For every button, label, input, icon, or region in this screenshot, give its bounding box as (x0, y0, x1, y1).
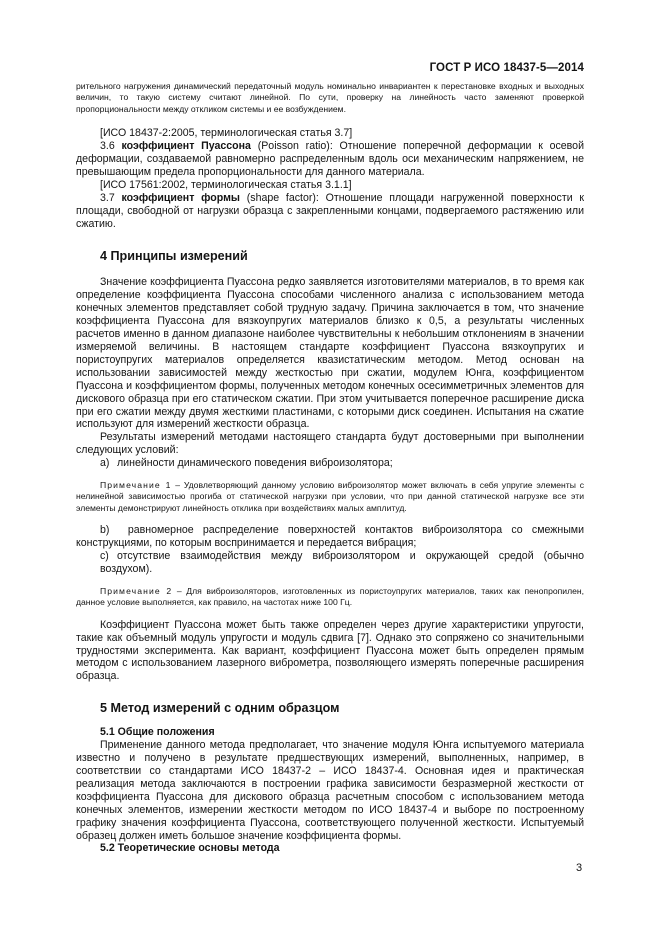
condition-item-b (76, 524, 584, 550)
subsection-5-1-paragraph: Применение данного метода предполагает, что значение модуля Юнга испытуемого материала известно и получено в результате предшествующих измерений, выполненных, например, в соответствии со стандартами ИСО 18437-2 – ИСО 18437-4. Основная идея и практическая реализация метода заключаются в построении графика зависимости безразмерной жесткости от коэффициента Пуассона для дискового образца расчетным способом с использованием метода конечных элементов, измерении жесткости методом по ИСО 18437-4 и выборе по построенному графику значения коэффициента Пуассона, соответствующего полученной жесткости. Испытуемый образец должен иметь большое значение коэффициента формы. (76, 739, 584, 842)
condition-item-a-text: линейности динамического поведения виброизолятора; (117, 457, 393, 470)
subsection-5-2-heading: 5.2 Теоретические основы метода (100, 842, 280, 855)
term-3-7-definition-segment: коэффициент формы (121, 191, 240, 204)
term-3-6-definition-segment: коэффициент Пуассона (121, 140, 251, 153)
term-3-5-reference: [ИСО 18437-2:2005, терминологическая статья 3.7] (100, 127, 353, 140)
condition-item-c-text: отсутствие взаимодействия между виброизолятором и окружающей средой (обычно воздухом). (100, 550, 584, 575)
term-3-7-definition-segment: (shape factor): Отношение площади нагруженной поверхности к площади, свободной от нагрузки образца с закрепленными концами, подвергаемого растяжению или сжатию. (76, 191, 585, 230)
term-3-6-reference: [ИСО 17561:2002, терминологическая статья 3.1.1] (100, 178, 352, 191)
section-4-paragraph-2: Результаты измерений методами настоящего стандарта будут достоверными при выполнении следующих условий: (76, 431, 584, 457)
section-4-paragraph-1: Значение коэффициента Пуассона редко заявляется изготовителями материалов, в то время как определение коэффициента Пуассона способами численного анализа с использованием метода конечных элементов представляет собой трудную задачу. Причина заключается в том, что значение коэффициента Пуассона для вязкоупругих материалов близко к 0,5, а результаты численных расчетов именно в данном диапазоне наиболее чувствительны к небольшим отклонениям в значении измеряемой величины. В настоящем стандарте коэффициент Пуассона вязкоупругих и пористоупругих материалов определяется квазистатическим методом. Метод основан на использовании зависимостей между жесткостью при сжатии, модулем Юнга, коэффициентом Пуассона и коэффициентом формы, полученных методом конечных осесимметричных элементов для дискового образца при его статическом сжатии. При этом учитывается поперечное расширение диска при его сжатии между двумя жесткими пластинами, с которыми диск соединен. Испытания на сжатие используют для измерений жесткости образца. (76, 276, 584, 431)
note-2 (76, 586, 584, 609)
note-1-segment: Примечание 1 (100, 480, 172, 491)
term-3-6-definition-segment: (Poisson ratio): Отношение поперечной деформации к осевой деформации, создаваемой равномерно распределенным вдоль оси механическим напряжением, не превышающим предела пропорциональности для данного материала. (76, 140, 584, 178)
subsection-5-1-heading: 5.1 Общие положения (100, 726, 215, 739)
page-number: 3 (576, 862, 583, 874)
intro-paragraph: рительного нагружения динамический передаточный модуль номинально инвариантен к перестановке входных и выходных величин, то такую систему считают линейной. По сути, проверку на линейность часто заменяют проверкой пропорциональности между откликом системы и ее возбуждением. (76, 81, 584, 114)
condition-item-c-label: c) (100, 550, 109, 563)
condition-item-c (76, 550, 584, 576)
section-5-heading: 5 Метод измерений с одним образцом (100, 701, 340, 716)
term-3-6-definition-segment: 3.6 (100, 140, 122, 153)
term-3-7-definition (76, 192, 584, 231)
section-4-paragraph-3: Коэффициент Пуассона может быть также определен через другие характеристики упругости, такие как объемный модуль упругости и модуль сдвига [7]. Однако это сопряжено со значительными трудностями эксперимента. Как вариант, коэффициент Пуассона может быть определен прямым методом с использованием лазерного виброметра, позволяющего измерять поперечные расширения образца. (76, 618, 584, 683)
condition-item-a-label: a) (100, 457, 110, 470)
note-2-segment: Примечание 2 (100, 585, 173, 596)
section-4-heading: 4 Принципы измерений (100, 249, 248, 264)
standard-designation: ГОСТ Р ИСО 18437-5—2014 (429, 62, 584, 74)
note-1-segment: – Удовлетворяющий данному условию виброизолятор может включать в себя упругие элементы с нелинейной зависимостью прогиба от статической нагрузки при условии, что при данной статической нагрузке все эти элементы демонстрируют линейность отклика при воздействиях малых амплитуд. (76, 480, 584, 513)
condition-item-b-label: b) (100, 524, 110, 537)
condition-item-b-text: равномерное распределение поверхностей контактов виброизолятора со смежными конструкциями, по которым воспринимается и передается вибрация; (76, 524, 585, 550)
note-1 (76, 480, 584, 514)
page-content (76, 81, 584, 855)
term-3-7-definition-segment: 3.7 (100, 191, 122, 204)
note-2-segment: – Для виброизоляторов, изготовленных из пористоупругих материалов, таких как пенопропилен, данное условие выполняется, как правило, на частотах ниже 100 Гц. (76, 585, 585, 608)
condition-item-a (76, 457, 584, 470)
term-3-6-definition (76, 140, 584, 179)
